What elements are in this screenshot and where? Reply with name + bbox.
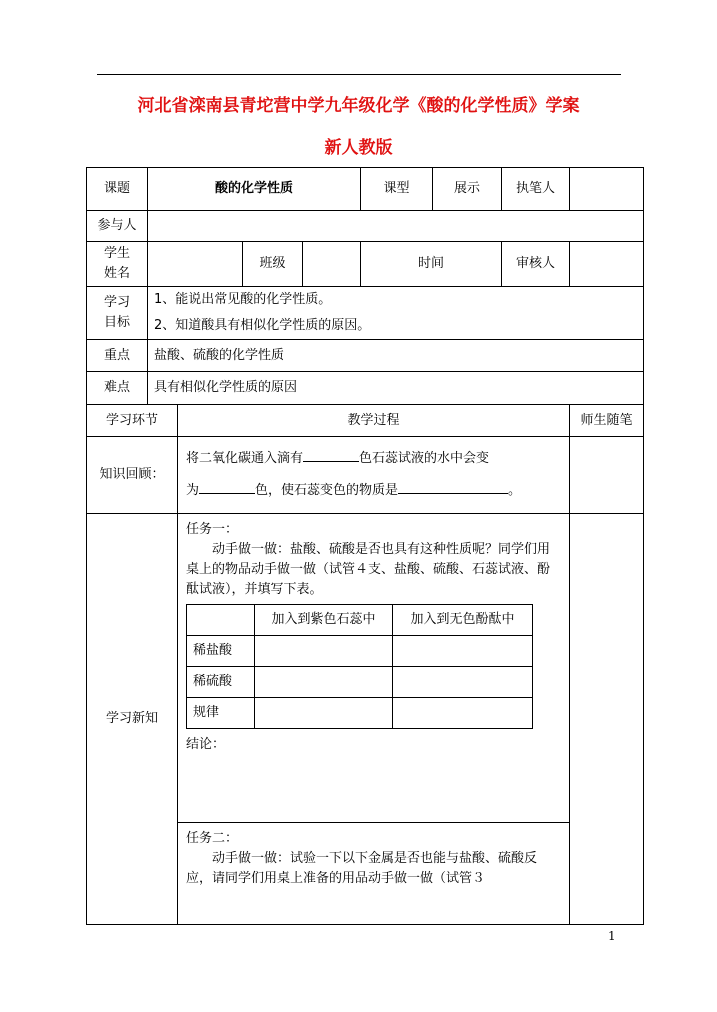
difficulty-label: 难点	[87, 372, 148, 405]
participants-label: 参与人	[87, 211, 148, 242]
participants-value	[148, 211, 644, 242]
review-text-e: 。	[508, 483, 522, 498]
task2-text: 动手做一做：试验一下以下金属是否也能与盐酸、硫酸反应，请同学们用桌上准备的用品动手做一做（试管３	[186, 851, 538, 886]
observation-corner	[187, 605, 255, 636]
class-value	[303, 242, 361, 287]
difficulty-value: 具有相似化学性质的原因	[148, 372, 644, 405]
student-label	[87, 242, 148, 287]
row-key	[87, 340, 644, 372]
page-number: 1	[608, 929, 616, 943]
task1-content	[178, 514, 570, 823]
task1-title: 任务一：	[186, 522, 239, 537]
review-content	[178, 437, 570, 514]
notes-header: 师生随笔	[570, 405, 644, 437]
row-participants	[87, 211, 644, 242]
type-label: 课型	[361, 168, 433, 211]
observation-head: 加入到无色酚酞中	[393, 605, 533, 636]
key-label: 重点	[87, 340, 148, 372]
conclusion-label: 结论：	[186, 737, 226, 752]
type-value: 展示	[433, 168, 502, 211]
review-text-d: 色，使石蕊变色的物质是	[255, 483, 399, 498]
observation-table	[186, 604, 533, 729]
observation-row	[187, 667, 533, 698]
observation-cell[interactable]	[255, 667, 393, 698]
task1-text: 动手做一做：盐酸、硫酸是否也具有这种性质呢？同学们用桌上的物品动手做一做（试管４支、盐酸、硫酸、石蕊试液、酚酞试液），并填写下表。	[186, 542, 551, 597]
student-label-line1: 学生	[103, 246, 130, 261]
review-text-a: 将二氧化碳通入滴有	[186, 451, 304, 466]
answer-blank[interactable]	[199, 479, 255, 494]
goal-item: 2、知道酸具有相似化学性质的原因。	[154, 318, 371, 333]
review-text-b: 色石蕊试液的水中会变	[359, 451, 490, 466]
new-knowledge-label: 学习新知	[87, 514, 178, 925]
goals-label-line1: 学习	[103, 295, 130, 310]
class-label: 班级	[243, 242, 303, 287]
reviewer-value	[570, 242, 644, 287]
observation-cell[interactable]	[255, 636, 393, 667]
answer-blank[interactable]	[303, 447, 359, 462]
task-notes	[570, 514, 644, 925]
task2-content	[178, 823, 570, 925]
task2-title: 任务二：	[186, 831, 239, 846]
review-text-c: 为	[186, 483, 200, 498]
student-value	[148, 242, 243, 287]
observation-cell[interactable]	[393, 636, 533, 667]
time-label: 时间	[361, 242, 502, 287]
author-label: 执笔人	[502, 168, 570, 211]
lesson-value: 酸的化学性质	[148, 168, 361, 211]
lesson-label: 课题	[87, 168, 148, 211]
review-label: 知识回顾：	[87, 437, 178, 514]
row-label: 稀盐酸	[187, 636, 255, 667]
observation-header-row	[187, 605, 533, 636]
row-task1	[87, 514, 644, 823]
row-lesson	[87, 168, 644, 211]
row-goals	[87, 287, 644, 340]
review-notes	[570, 437, 644, 514]
row-process-header	[87, 405, 644, 437]
header-rule	[97, 74, 621, 75]
observation-cell[interactable]	[393, 667, 533, 698]
document-title: 河北省滦南县青坨营中学九年级化学《酸的化学性质》学案	[137, 96, 580, 116]
observation-row	[187, 636, 533, 667]
answer-blank[interactable]	[398, 479, 508, 494]
key-value: 盐酸、硫酸的化学性质	[148, 340, 644, 372]
row-label: 规律	[187, 698, 255, 729]
observation-row	[187, 698, 533, 729]
document-subtitle: 新人教版	[324, 138, 393, 158]
observation-cell[interactable]	[255, 698, 393, 729]
author-value	[570, 168, 644, 211]
observation-cell[interactable]	[393, 698, 533, 729]
observation-head: 加入到紫色石蕊中	[255, 605, 393, 636]
row-difficulty	[87, 372, 644, 405]
process-header: 教学过程	[178, 405, 570, 437]
stage-header: 学习环节	[87, 405, 178, 437]
goals-label	[87, 287, 148, 340]
row-student	[87, 242, 644, 287]
student-label-line2: 姓名	[103, 266, 130, 281]
goal-item: 1、能说出常见酸的化学性质。	[154, 292, 332, 307]
lesson-plan-table	[86, 167, 644, 925]
row-label: 稀硫酸	[187, 667, 255, 698]
goals-label-line2: 目标	[103, 315, 130, 330]
goals-value	[148, 287, 644, 340]
reviewer-label: 审核人	[502, 242, 570, 287]
row-review	[87, 437, 644, 514]
